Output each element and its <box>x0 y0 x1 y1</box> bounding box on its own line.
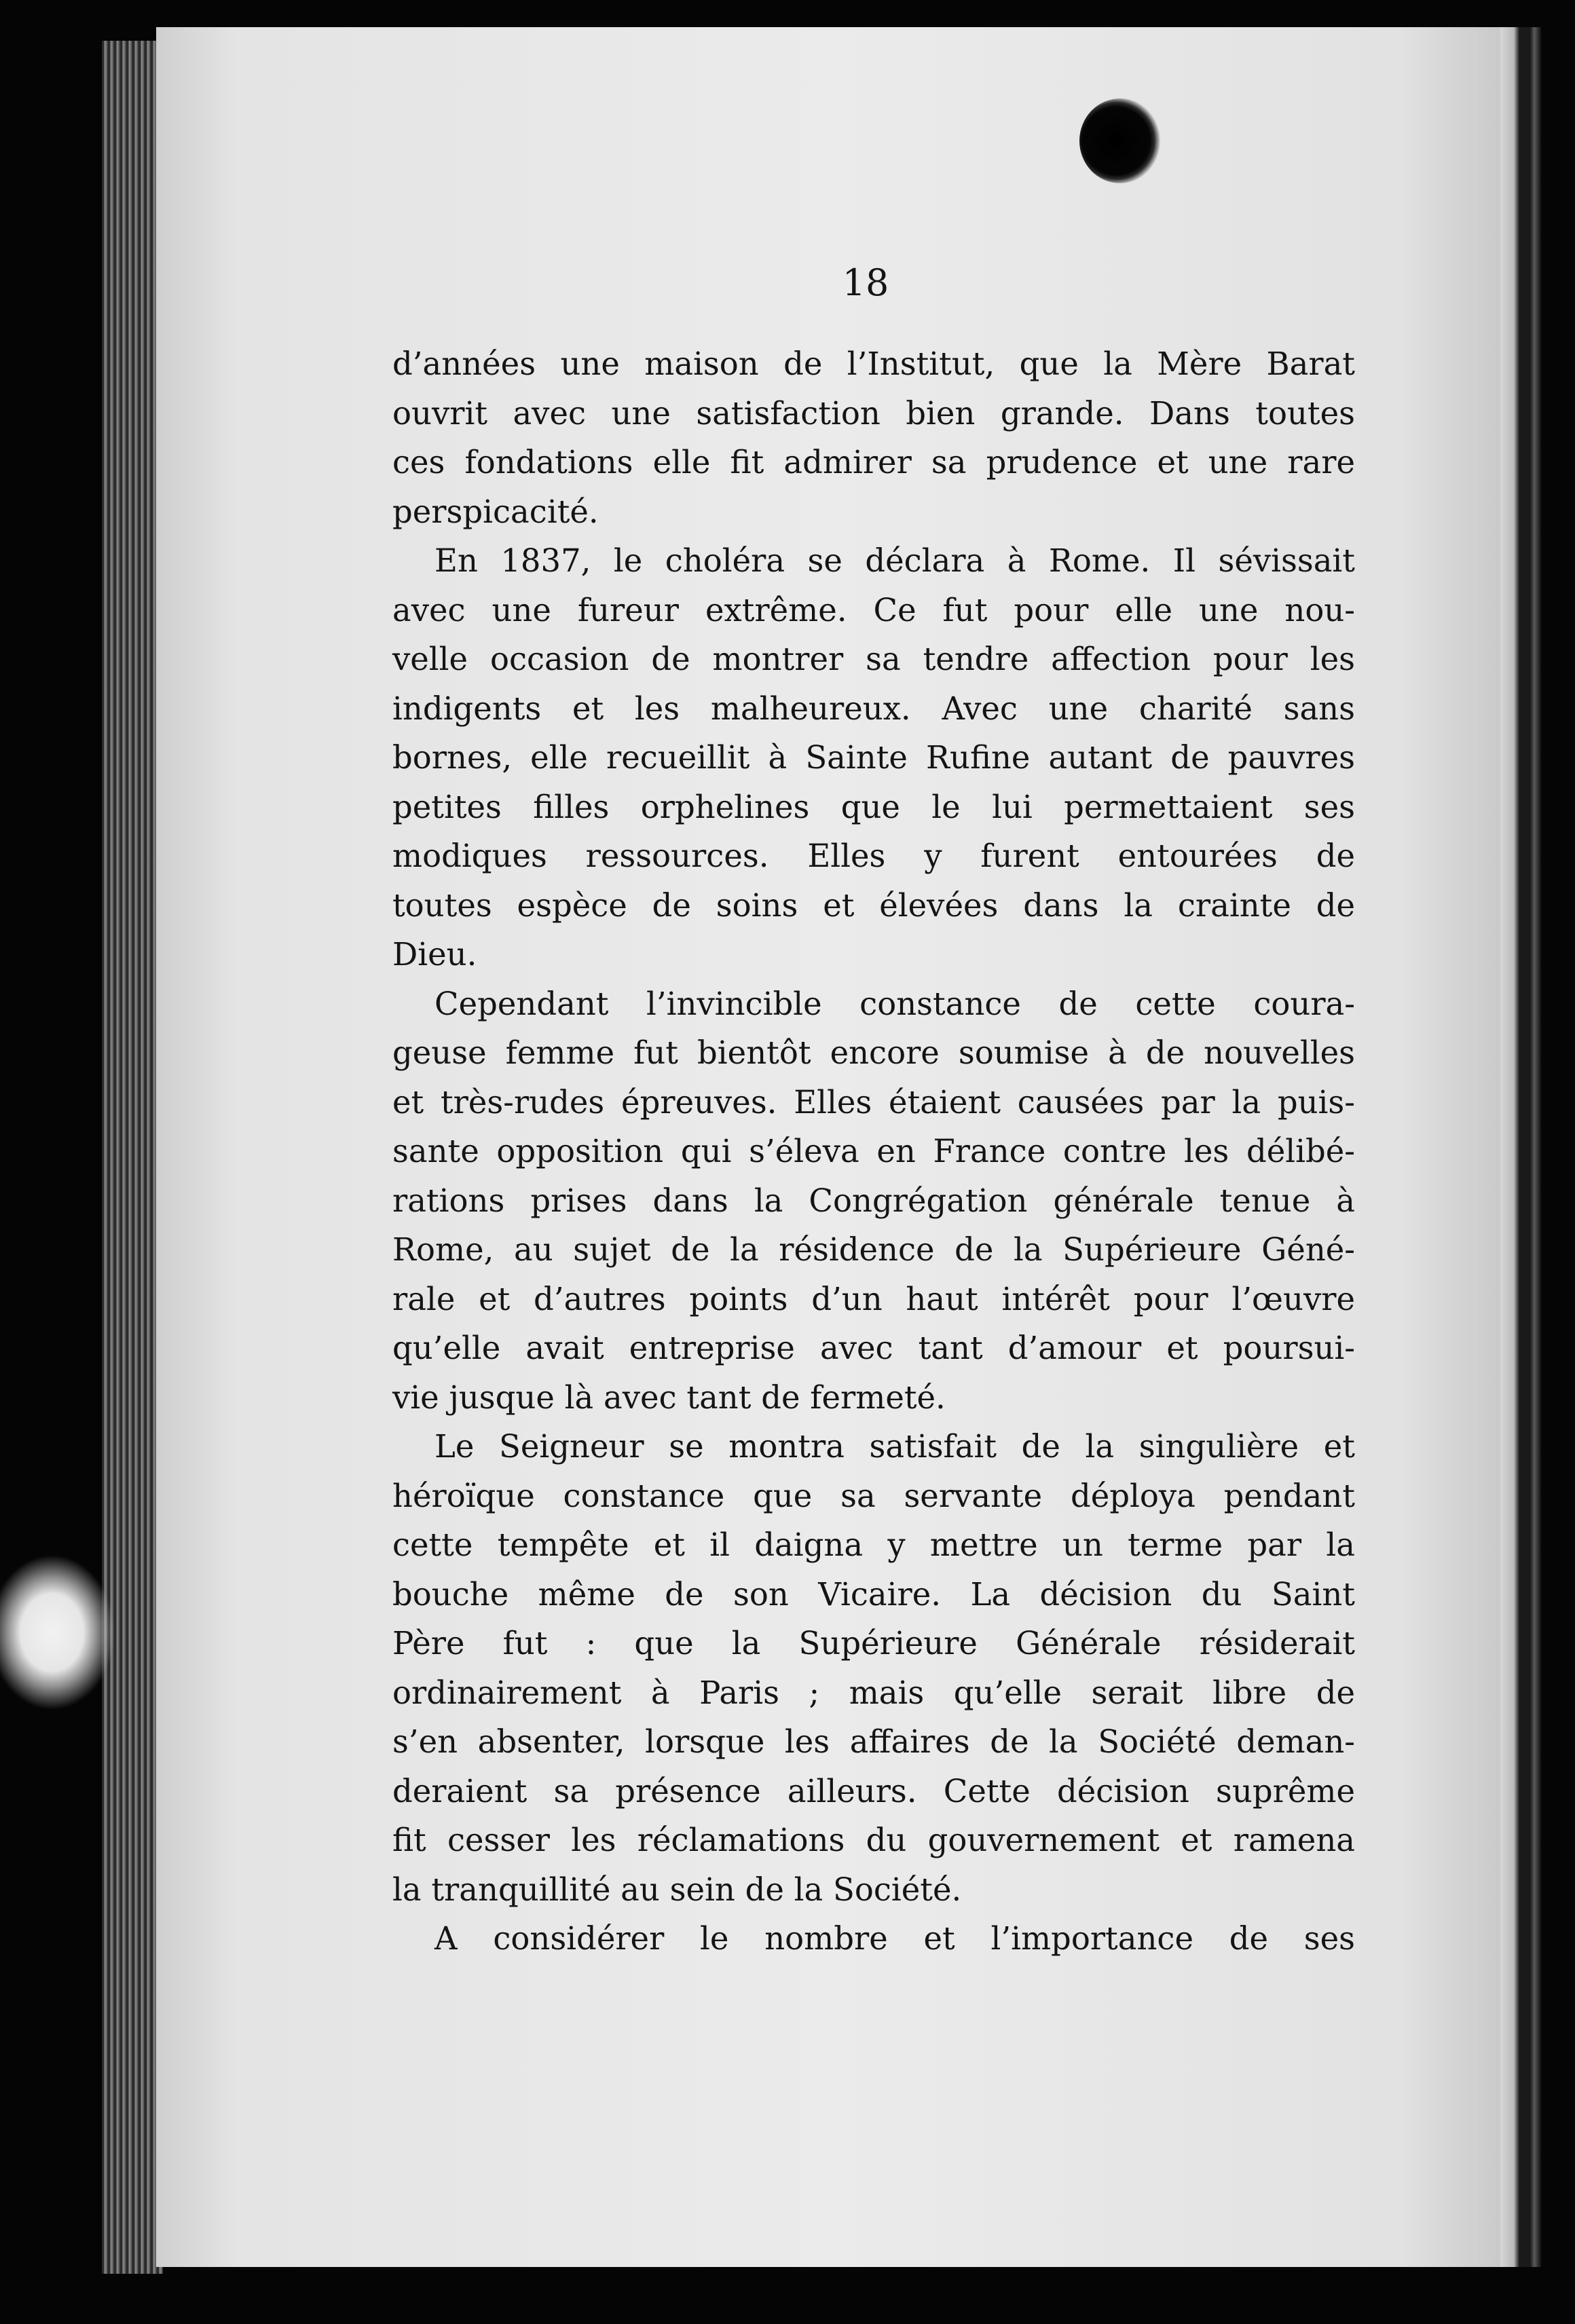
text-line: ces fondations elle fit admirer sa prudence et une rare <box>392 444 1355 481</box>
paragraph-3-end <box>392 1373 1355 1423</box>
book-page-edges <box>102 41 163 2274</box>
text-line: s’en absenter, lorsque les affaires de la Société deman- <box>392 1723 1355 1760</box>
text-line: modiques ressources. Elles y furent entourées de <box>392 838 1355 874</box>
text-line: rale et d’autres points d’un haut intérêt pour l’œuvre <box>392 1280 1355 1317</box>
text-line: En 1837, le choléra se déclara à Rome. Il sévissait <box>434 542 1355 579</box>
text-line: la tranquillité au sein de la Société. <box>392 1871 962 1908</box>
paper-damage-stain <box>0 1554 115 1710</box>
text-line: bornes, elle recueillit à Sainte Rufine autant de pauvres <box>392 739 1355 776</box>
paragraph-5 <box>392 1914 1355 1964</box>
text-line: A considérer le nombre et l’importance de ses <box>434 1920 1355 1957</box>
text-line: indigents et les malheureux. Avec une charité sans <box>392 690 1355 727</box>
text-line: bouche même de son Vicaire. La décision du Saint <box>392 1575 1355 1613</box>
text-line: héroïque constance que sa servante déploya pendant <box>392 1477 1355 1514</box>
text-line: et très-rudes épreuves. Elles étaient causées par la puis- <box>392 1083 1355 1121</box>
text-line: petites filles orphelines que le lui permettaient ses <box>392 788 1355 825</box>
text-line: avec une fureur extrême. Ce fut pour elle une nou- <box>392 591 1355 629</box>
paragraph-3 <box>392 979 1355 1373</box>
text-line: fit cesser les réclamations du gouvernement et ramena <box>392 1822 1355 1858</box>
text-line: Cependant l’invincible constance de cette coura- <box>434 985 1355 1022</box>
paragraph-2 <box>392 536 1355 930</box>
paper-hole <box>1079 98 1161 183</box>
page-number: 18 <box>842 261 889 304</box>
text-line: qu’elle avait entreprise avec tant d’amour et poursui- <box>392 1330 1355 1366</box>
text-line: toutes espèce de soins et élevées dans la crainte de <box>392 886 1355 924</box>
paragraph-1-end <box>392 487 1355 537</box>
text-line: Dieu. <box>392 936 477 973</box>
text-line: velle occasion de montrer sa tendre affection pour les <box>392 641 1355 677</box>
text-line: ordinairement à Paris ; mais qu’elle serait libre de <box>392 1674 1355 1711</box>
text-line: sante opposition qui s’éleva en France contre les délibé- <box>392 1133 1355 1169</box>
text-line: vie jusque là avec tant de fermeté. <box>392 1379 946 1416</box>
text-line: deraient sa présence ailleurs. Cette décision suprême <box>392 1772 1355 1810</box>
text-line: Père fut : que la Supérieure Générale résiderait <box>392 1625 1355 1662</box>
text-line: geuse femme fut bientôt encore soumise à de nouvelles <box>392 1034 1355 1071</box>
text-line: ouvrit avec une satisfaction bien grande. Dans toutes <box>392 394 1355 432</box>
text-line: d’années une maison de l’Institut, que la Mère Barat <box>392 345 1355 382</box>
body-text <box>392 339 1355 1964</box>
binding-shadow <box>1500 27 1541 2267</box>
paragraph-4-end <box>392 1865 1355 1915</box>
paragraph-4 <box>392 1422 1355 1865</box>
text-line: cette tempête et il daigna y mettre un terme par la <box>392 1526 1355 1563</box>
paragraph-1 <box>392 339 1355 487</box>
text-line: rations prises dans la Congrégation générale tenue à <box>392 1182 1355 1219</box>
text-line: Rome, au sujet de la résidence de la Supérieure Géné- <box>392 1231 1355 1268</box>
text-line: perspicacité. <box>392 493 599 530</box>
paragraph-2-end <box>392 930 1355 979</box>
text-line: Le Seigneur se montra satisfait de la singulière et <box>434 1428 1355 1465</box>
